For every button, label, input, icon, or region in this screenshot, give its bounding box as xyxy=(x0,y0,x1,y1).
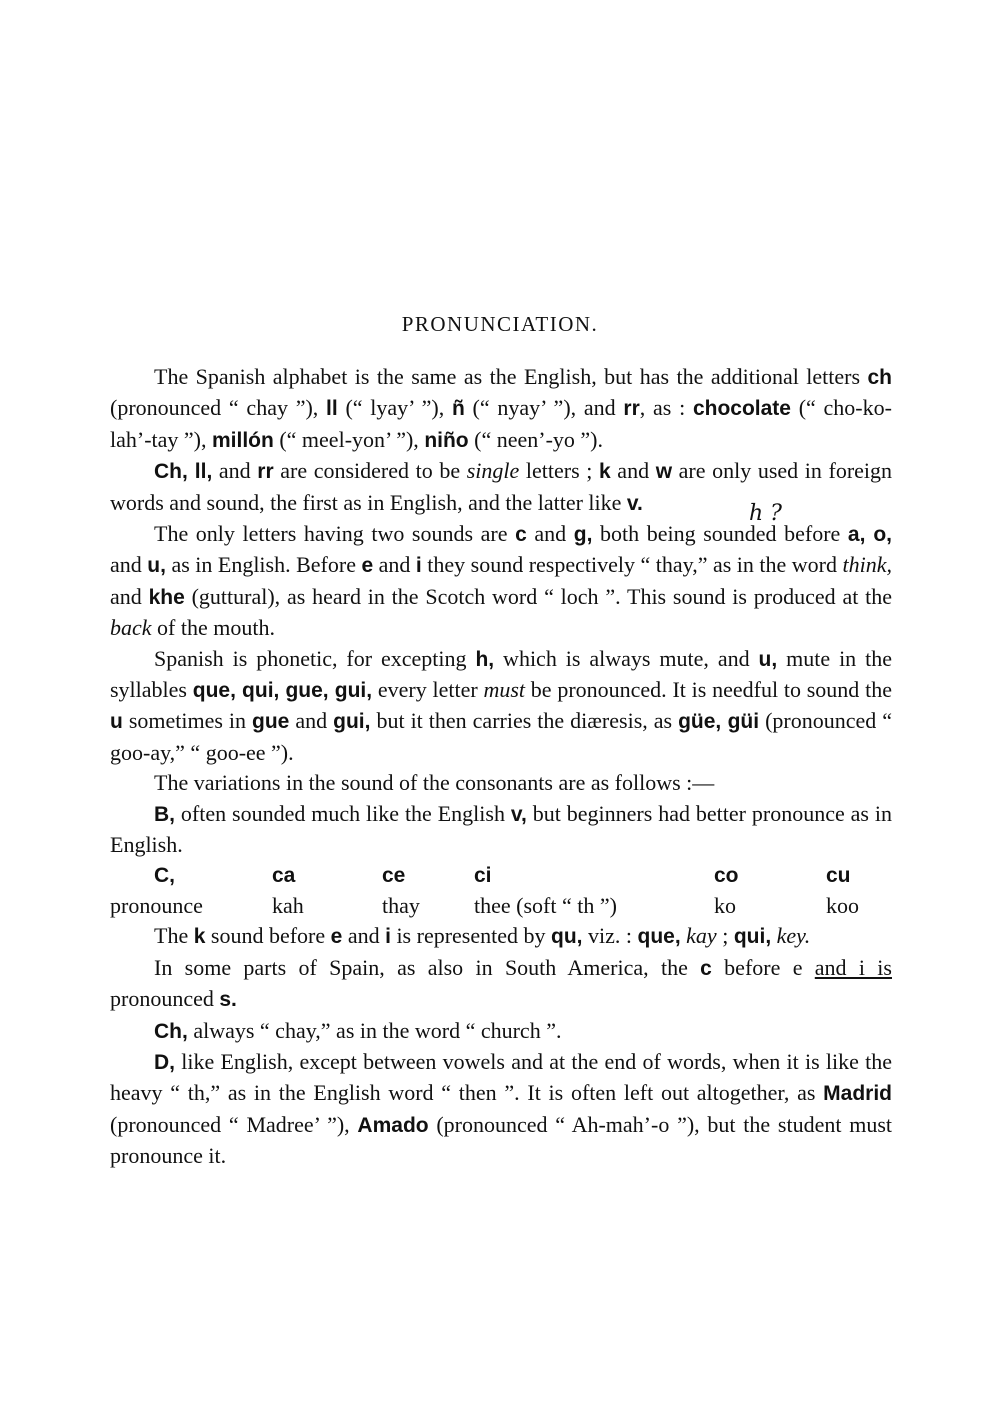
table-cell: thay xyxy=(382,892,420,918)
table-cell: C, xyxy=(154,863,175,887)
table-cell: ce xyxy=(382,863,406,887)
table-cell: ci xyxy=(474,863,492,887)
table-cell: koo xyxy=(826,892,859,918)
table-cell: thee (soft “ th ”) xyxy=(474,892,617,918)
table-cell: ko xyxy=(714,892,736,918)
body-text xyxy=(110,362,892,1172)
page-title: PRONUNCIATION. xyxy=(401,312,599,336)
paragraph-phonetic: Spanish is phonetic, for excepting h, which is always mute, and u, mute in the syllables que, qui, gue, gui, every letter must be pronounced. It is needful to sound the u sometimes in gue and gui, but it then carries the diæresis, as güe, güi (pronounced “ goo-ay,” “ goo-ee ”). xyxy=(110,645,893,765)
table-header-row xyxy=(110,861,892,891)
paragraph-alphabet: The Spanish alphabet is the same as the English, but has the additional letters ch (pronounced “ chay ”), ll (“ lyay’ ”), ñ (“ nyay’ ”), and rr, as : chocolate (“ cho-ko-lah’-tay ”), millón (“ meel-yon’ ”), niño (“ neen’-yo ”). xyxy=(110,364,892,452)
table-cell: pronounce xyxy=(110,892,203,918)
paragraph-k-sound: The k sound before e and i is represented by qu, viz. : que, kay ; qui, key. xyxy=(154,923,811,949)
paragraph-spain: In some parts of Spain, as also in South America, the c before e and i is pronounced s. xyxy=(110,954,892,1012)
c-pronunciation-table xyxy=(110,861,892,922)
handwritten-note: h ? xyxy=(749,501,782,527)
table-cell: ca xyxy=(272,863,296,887)
paragraph-variations: The variations in the sound of the consonants are as follows :— xyxy=(154,770,715,796)
paragraph-two-sounds: h ? The only letters having two sounds are c and g, both being sounded before a, o, and u, as in English. Before e and i they sound respectively “ thay,” as in the word think, and khe (guttural), as heard in the Scotch word “ loch ”. This sound is produced at the back of the mouth. xyxy=(110,501,893,641)
table-row xyxy=(110,891,892,921)
paragraph-single-letters: Ch, ll, and rr are considered to be single letters ; k and w are only used in foreign words and sound, the first as in English, and the latter like v. xyxy=(110,458,893,515)
paragraph-letter-b: B, often sounded much like the English v, but beginners had better pronounce as in English. xyxy=(110,800,892,858)
table-cell: kah xyxy=(272,892,304,918)
paragraph-letter-d: D, like English, except between vowels and at the end of words, when it is like the heavy “ th,” as in the English word “ then ”. It is often left out altogether, as Madrid (pronounced “ Madree’ ”), Amado (pronounced “ Ah-mah’-o ”), but the student must pronounce it. xyxy=(110,1048,892,1169)
paragraph-letter-ch: Ch, always “ chay,” as in the word “ church ”. xyxy=(154,1017,562,1043)
table-cell: co xyxy=(714,863,739,887)
table-cell: cu xyxy=(826,863,851,887)
